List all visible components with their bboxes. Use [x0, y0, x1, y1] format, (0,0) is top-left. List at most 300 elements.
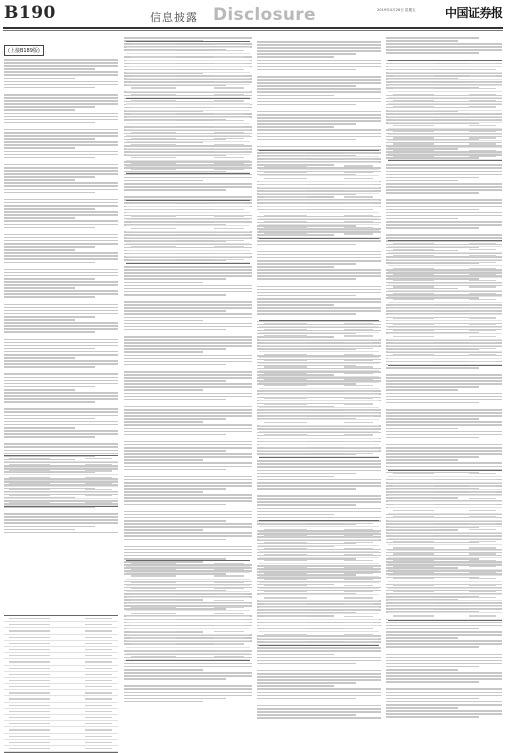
text-line: [4, 313, 118, 315]
text-line: [386, 237, 502, 239]
text-line: [386, 367, 479, 369]
text-line: [124, 549, 252, 551]
text-line: [4, 71, 118, 73]
text-line: [124, 453, 252, 455]
text-line: [257, 47, 381, 49]
text-line: [4, 331, 95, 333]
text-line: [124, 196, 252, 198]
text-line: [257, 460, 381, 462]
text-line: [386, 716, 479, 718]
text-line: [124, 317, 252, 319]
text-line: [4, 418, 95, 420]
text-line: [4, 436, 95, 438]
text-line: [386, 637, 458, 639]
page-number: B190: [4, 3, 56, 23]
text-line: [386, 459, 458, 461]
text-line: [124, 526, 252, 528]
text-line: [257, 63, 381, 65]
text-line: [124, 320, 203, 322]
text-line: [4, 87, 95, 89]
text-line: [4, 281, 118, 283]
financial-table: [259, 320, 379, 458]
text-line: [257, 295, 356, 297]
text-line: [124, 351, 203, 353]
text-line: [386, 224, 502, 226]
text-line: [124, 288, 252, 290]
text-line: [386, 206, 502, 208]
text-line: [386, 660, 502, 662]
text-line: [257, 470, 381, 472]
text-line: [386, 707, 458, 709]
text-line: [4, 293, 118, 295]
text-line: [124, 374, 252, 376]
text-line: [257, 76, 381, 78]
text-line: [386, 49, 502, 51]
text-line: [386, 399, 502, 401]
text-line: [386, 688, 502, 690]
text-line: [257, 517, 381, 519]
table-row: [4, 499, 118, 505]
text-line: [386, 40, 458, 42]
financial-table: [388, 470, 502, 621]
text-line: [124, 441, 252, 443]
text-line: [124, 323, 252, 325]
text-line: [386, 389, 458, 391]
financial-table: [388, 60, 502, 161]
text-line: [124, 361, 252, 363]
text-line: [257, 263, 356, 265]
text-line: [386, 177, 479, 179]
text-line: [4, 342, 118, 344]
text-line: [124, 434, 226, 436]
text-line: [386, 43, 502, 45]
text-line: [257, 123, 356, 125]
issue-date: 2019年4月26日 星期五: [377, 8, 416, 12]
text-line: [257, 698, 356, 700]
text-line: [257, 714, 356, 716]
text-line: [386, 192, 479, 194]
table-row: [388, 359, 502, 365]
table-row: [4, 746, 118, 752]
text-line: [4, 65, 118, 67]
table-row: [126, 167, 250, 173]
text-line: [124, 428, 252, 430]
text-line: [257, 476, 334, 478]
text-line: [124, 431, 252, 433]
text-line: [124, 663, 252, 665]
text-line: [4, 322, 118, 324]
text-line: [257, 60, 381, 62]
text-line: [257, 307, 381, 309]
table-row: [126, 257, 250, 263]
text-line: [257, 88, 381, 90]
text-line: [386, 393, 502, 395]
text-line: [257, 260, 381, 262]
financial-table: [388, 240, 502, 366]
text-line: [124, 520, 226, 522]
text-line: [4, 345, 118, 347]
financial-table: [259, 150, 379, 239]
text-line: [386, 666, 479, 668]
text-line: [4, 307, 118, 309]
text-line: [257, 304, 334, 306]
text-line: [386, 640, 502, 642]
text-line: [124, 291, 252, 293]
text-line: [124, 342, 252, 344]
text-line: [4, 278, 95, 280]
text-line: [386, 218, 458, 220]
text-line: [257, 292, 381, 294]
text-line: [386, 456, 479, 458]
text-line: [257, 79, 381, 81]
text-line: [386, 428, 458, 430]
text-line: [4, 348, 95, 350]
text-line: [124, 186, 252, 188]
text-line: [386, 462, 502, 464]
text-line: [386, 199, 502, 201]
text-line: [257, 508, 381, 510]
text-line: [257, 501, 381, 503]
text-line: [4, 220, 118, 222]
text-line: [4, 129, 118, 131]
text-line: [257, 266, 334, 268]
text-line: [124, 396, 252, 398]
text-line: [386, 437, 479, 439]
text-line: [386, 646, 479, 648]
text-line: [4, 513, 118, 515]
text-line: [124, 269, 252, 271]
text-line: [4, 433, 118, 435]
text-line: [257, 511, 381, 513]
text-line: [386, 444, 502, 446]
text-line: [4, 290, 118, 292]
text-line: [4, 167, 118, 169]
text-line: [124, 539, 226, 541]
text-line: [4, 141, 118, 143]
text-line: [124, 393, 252, 395]
text-line: [124, 476, 252, 478]
text-line: [386, 675, 502, 677]
text-line: [4, 389, 75, 391]
text-line: [386, 625, 502, 627]
text-line: [386, 669, 458, 671]
text-line: [4, 296, 95, 298]
text-line: [124, 345, 252, 347]
text-line: [257, 310, 381, 312]
text-line: [386, 409, 502, 411]
text-line: [386, 46, 502, 48]
text-line: [257, 688, 381, 690]
text-line: [124, 189, 226, 191]
text-line: [257, 663, 356, 665]
text-line: [4, 275, 118, 277]
text-line: [386, 209, 479, 211]
text-line: [124, 552, 252, 554]
text-line: [386, 695, 502, 697]
text-line: [124, 421, 203, 423]
text-line: [124, 688, 252, 690]
text-line: [386, 377, 502, 379]
text-line: [4, 430, 118, 432]
text-line: [124, 371, 252, 373]
text-line: [257, 98, 381, 100]
text-line: [124, 409, 252, 411]
text-line: [257, 692, 381, 694]
text-line: [4, 170, 118, 172]
header-rule-thin: [3, 30, 503, 31]
text-line: [124, 466, 252, 468]
text-line: [257, 269, 381, 271]
text-line: [386, 447, 502, 449]
text-line: [386, 183, 502, 185]
text-line: [386, 383, 502, 385]
text-line: [4, 415, 118, 417]
text-line: [124, 675, 252, 677]
text-line: [386, 431, 502, 433]
text-line: [124, 304, 252, 306]
text-line: [124, 685, 252, 687]
financial-table: [126, 560, 250, 661]
text-line: [124, 399, 226, 401]
text-line: [124, 336, 252, 338]
table-row: [126, 654, 250, 660]
text-line: [257, 50, 381, 52]
text-line: [257, 85, 356, 87]
text-line: [4, 366, 95, 368]
text-line: [386, 421, 502, 423]
text-line: [386, 396, 502, 398]
text-line: [257, 679, 381, 681]
text-line: [386, 622, 502, 624]
text-line: [257, 647, 381, 649]
text-line: [4, 446, 118, 448]
financial-table: [4, 455, 118, 507]
text-line: [124, 386, 252, 388]
text-line: [4, 97, 118, 99]
text-line: [4, 179, 75, 181]
text-line: [124, 692, 252, 694]
text-line: [386, 234, 502, 236]
text-line: [4, 116, 118, 118]
text-line: [124, 377, 252, 379]
text-line: [124, 456, 252, 458]
text-line: [257, 278, 356, 280]
text-line: [4, 157, 95, 159]
text-line: [257, 126, 334, 128]
text-line: [4, 135, 118, 137]
text-line: [124, 275, 252, 277]
text-line: [124, 523, 252, 525]
text-line: [124, 301, 252, 303]
text-line: [257, 682, 356, 684]
text-line: [386, 212, 502, 214]
text-line: [386, 380, 502, 382]
text-line: [124, 418, 226, 420]
text-line: [124, 698, 226, 700]
text-line: [124, 294, 226, 296]
text-line: [257, 275, 381, 277]
text-line: [4, 519, 118, 521]
text-line: [4, 398, 118, 400]
text-line: [4, 516, 118, 518]
text-line: [124, 678, 226, 680]
text-line: [124, 535, 252, 537]
text-line: [386, 412, 502, 414]
text-line: [386, 450, 502, 452]
text-line: [257, 504, 356, 506]
text-line: [4, 246, 95, 248]
text-line: [124, 511, 252, 513]
text-line: [257, 111, 381, 113]
text-line: [257, 708, 381, 710]
text-line: [124, 666, 252, 668]
text-line: [257, 129, 381, 131]
text-line: [4, 243, 118, 245]
text-line: [386, 634, 502, 636]
text-line: [124, 424, 252, 426]
text-line: [386, 386, 479, 388]
text-line: [4, 328, 118, 330]
text-line: [124, 546, 252, 548]
text-line: [124, 450, 226, 452]
text-line: [4, 74, 118, 76]
text-line: [257, 514, 334, 516]
text-line: [4, 237, 118, 239]
text-line: [124, 459, 203, 461]
text-line: [386, 698, 479, 700]
text-line: [4, 450, 118, 452]
text-line: [4, 377, 118, 379]
text-line: [386, 186, 502, 188]
text-line: [124, 497, 252, 499]
text-line: [124, 494, 252, 496]
text-line: [257, 104, 356, 106]
text-line: [4, 62, 118, 64]
text-line: [4, 408, 118, 410]
text-line: [386, 167, 502, 169]
text-line: [124, 447, 252, 449]
text-line: [124, 479, 252, 481]
text-line: [4, 354, 118, 356]
text-line: [4, 522, 118, 524]
text-line: [4, 339, 118, 341]
text-line: [257, 53, 356, 55]
text-line: [386, 453, 502, 455]
text-line: [257, 286, 381, 288]
text-line: [257, 91, 381, 93]
text-line: [257, 498, 381, 500]
text-line: [257, 485, 381, 487]
table-row: [259, 639, 379, 645]
text-line: [124, 482, 252, 484]
text-line: [4, 176, 95, 178]
text-line: [257, 657, 381, 659]
text-line: [4, 68, 95, 70]
text-line: [257, 313, 356, 315]
text-line: [4, 325, 118, 327]
text-line: [4, 529, 75, 531]
text-line: [257, 251, 381, 253]
text-line: [257, 56, 334, 58]
text-line: [386, 681, 479, 683]
text-line: [124, 326, 252, 328]
text-line: [4, 383, 118, 385]
text-line: [4, 202, 118, 204]
text-line: [4, 380, 118, 382]
text-line: [124, 389, 203, 391]
text-line: [4, 351, 118, 353]
text-line: [257, 660, 381, 662]
text-line: [386, 701, 502, 703]
text-line: [257, 685, 334, 687]
text-line: [257, 44, 381, 46]
table-row: [259, 231, 379, 237]
financial-table: [126, 200, 250, 264]
text-line: [124, 485, 252, 487]
text-line: [4, 151, 118, 153]
text-line: [257, 66, 381, 68]
table-row: [259, 451, 379, 457]
text-line: [386, 710, 502, 712]
text-line: [257, 482, 381, 484]
text-line: [4, 189, 118, 191]
text-line: [4, 81, 118, 83]
text-line: [4, 401, 95, 403]
text-line: [386, 37, 479, 39]
text-line: [4, 122, 95, 124]
text-line: [124, 380, 226, 382]
text-line: [4, 132, 118, 134]
text-line: [124, 555, 252, 557]
text-line: [257, 117, 381, 119]
text-line: [124, 695, 252, 697]
text-line: [4, 249, 75, 251]
text-line: [386, 374, 502, 376]
text-line: [4, 316, 95, 318]
text-line: [386, 704, 502, 706]
text-line: [4, 78, 75, 80]
text-line: [124, 183, 252, 185]
text-line: [4, 164, 118, 166]
text-line: [257, 711, 381, 713]
text-line: [124, 462, 252, 464]
text-line: [124, 339, 252, 341]
text-line: [257, 654, 334, 656]
text-line: [124, 358, 252, 360]
text-line: [257, 650, 381, 652]
text-line: [257, 670, 381, 672]
text-line: [4, 106, 95, 108]
text-line: [4, 240, 118, 242]
text-line: [124, 364, 226, 366]
text-line: [4, 395, 118, 397]
text-line: [124, 500, 252, 502]
text-line: [4, 304, 118, 306]
text-line: [124, 488, 226, 490]
text-line: [257, 298, 381, 300]
text-line: [4, 386, 95, 388]
text-line: [4, 284, 118, 286]
text-line: [257, 114, 381, 116]
text-line: [4, 427, 75, 429]
text-line: [124, 532, 252, 534]
text-line: [4, 192, 95, 194]
text-line: [386, 171, 502, 173]
text-line: [386, 692, 502, 694]
text-line: [124, 278, 226, 280]
text-line: [257, 257, 381, 259]
text-line: [4, 269, 118, 271]
